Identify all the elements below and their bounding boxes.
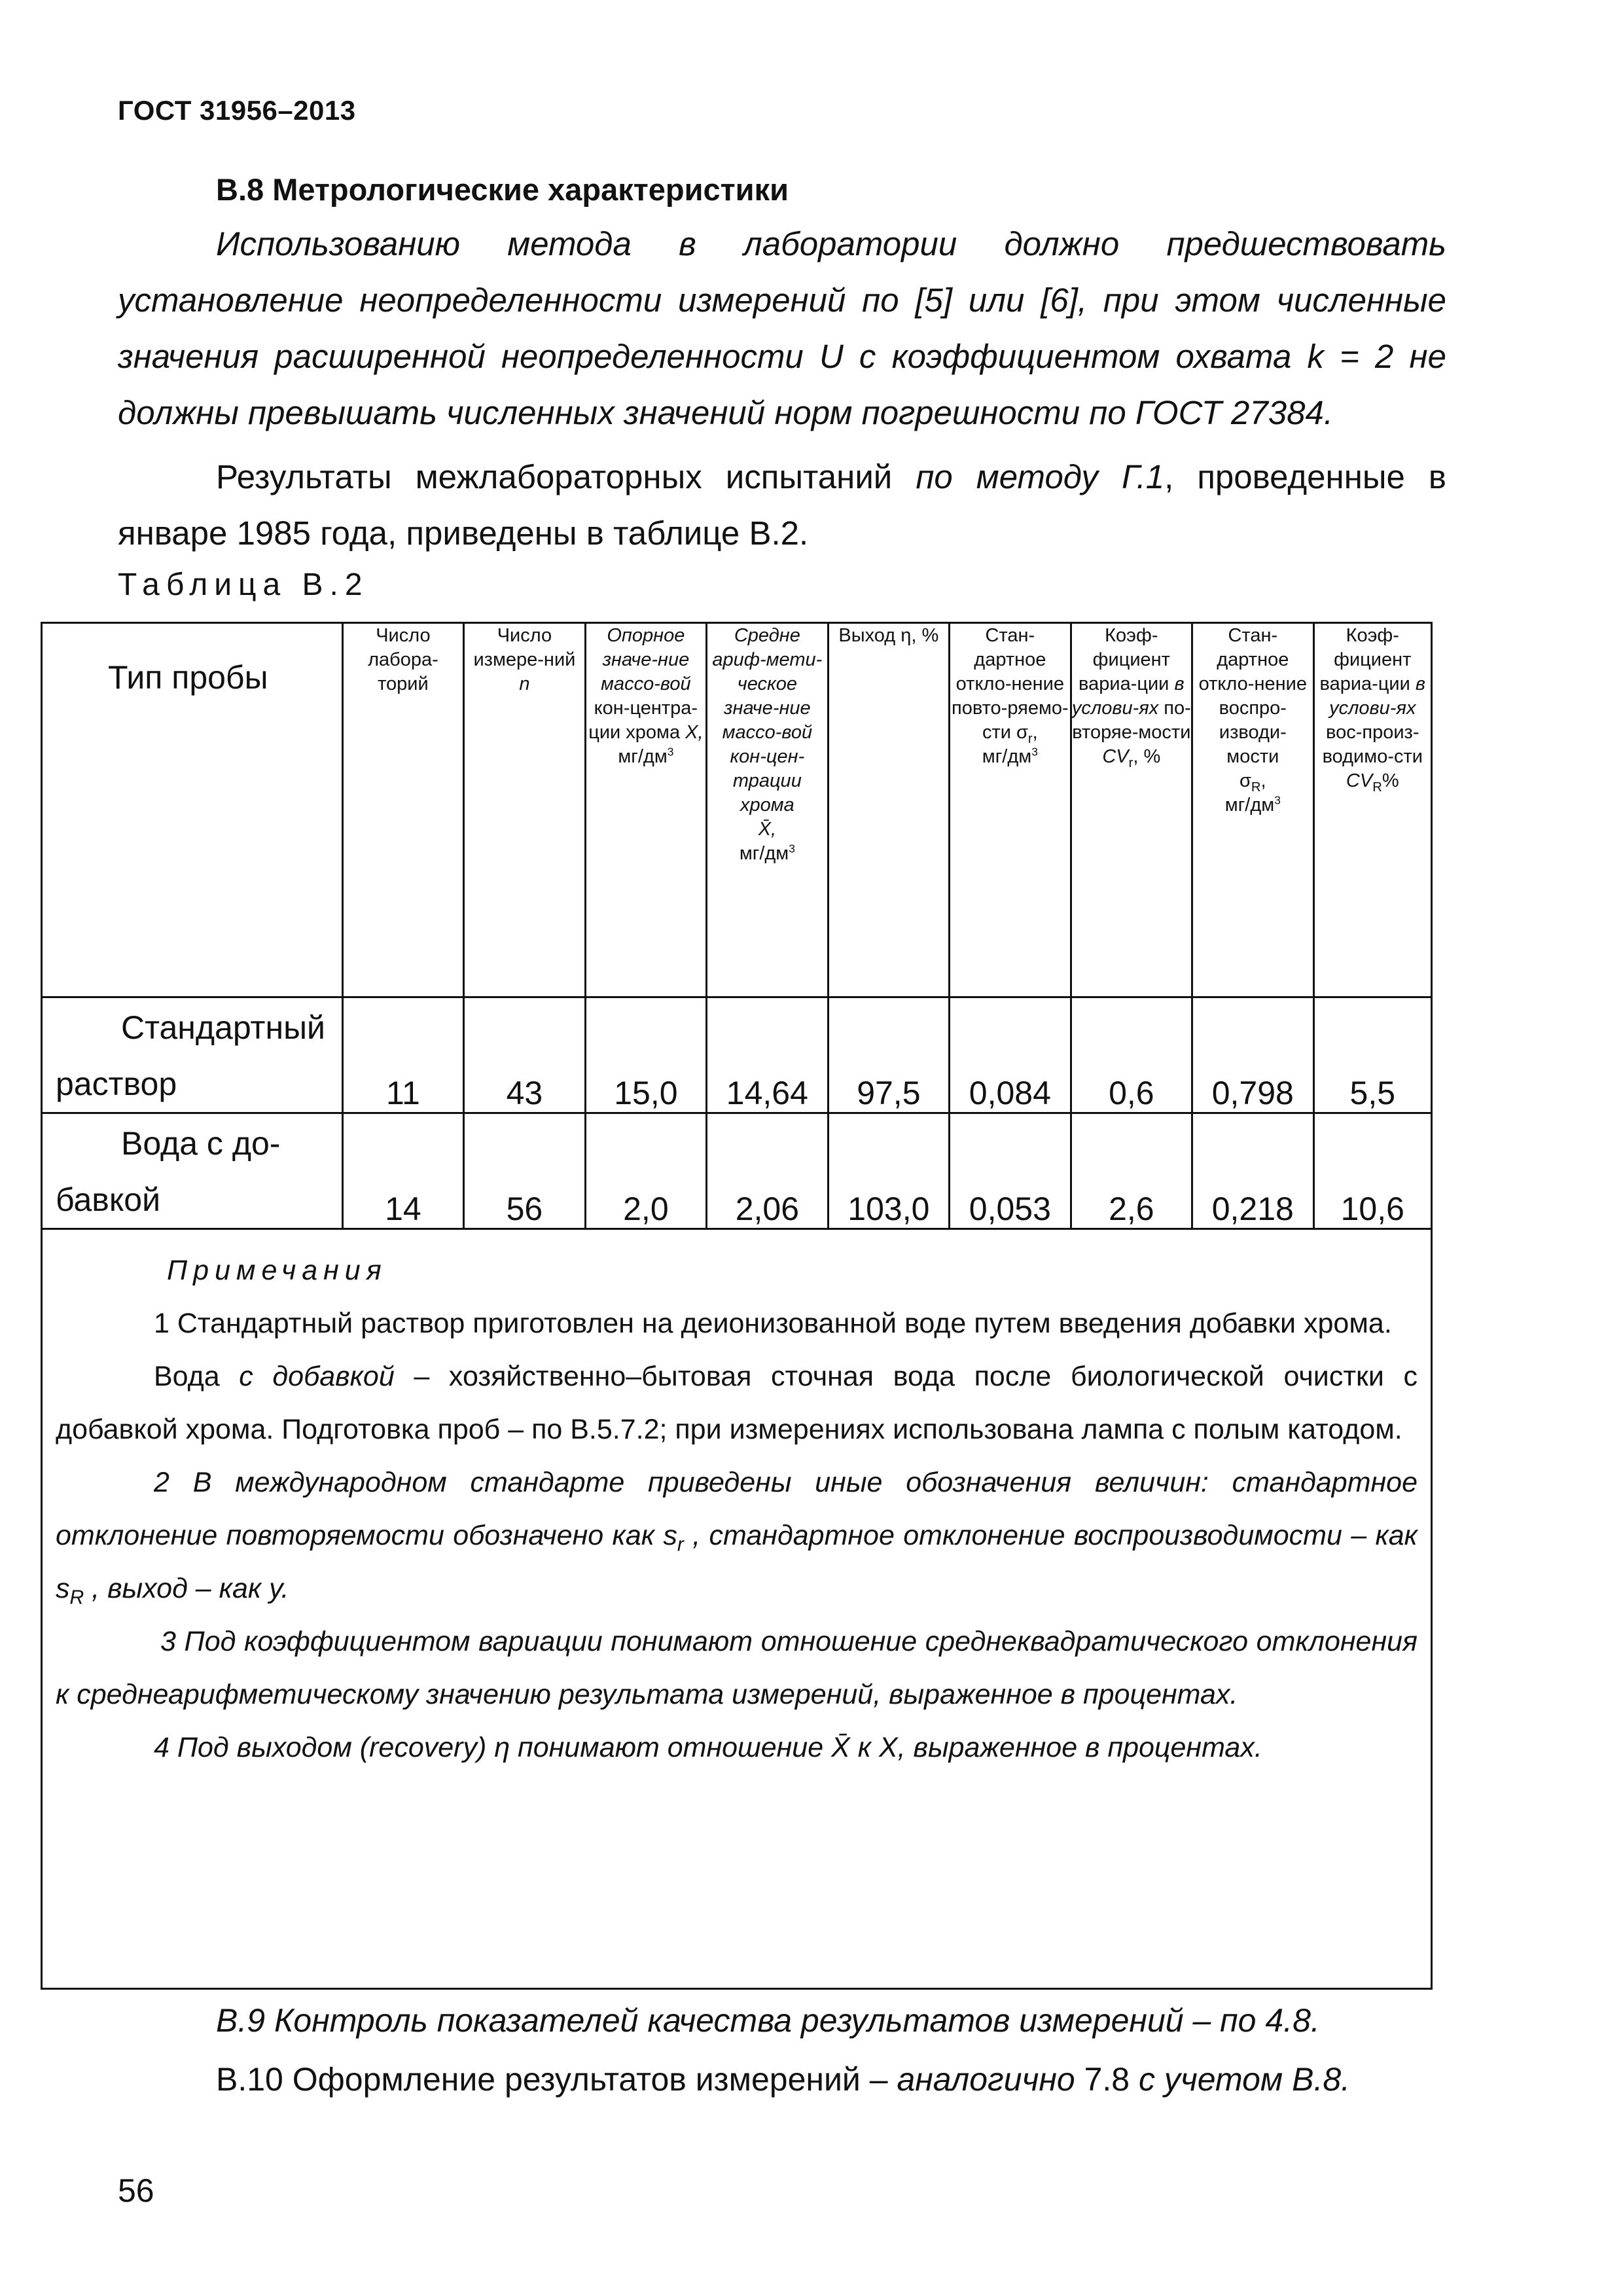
note-1: 1 Стандартный раствор приготовлен на деионизованной воде путем введения добавки хрома. <box>154 1308 1392 1339</box>
paragraph-results-part1: Результаты межлабораторных испытаний <box>216 458 916 495</box>
paragraph-results-method: по методу Г.1 <box>916 458 1165 495</box>
header-sample-type: Тип пробы <box>42 623 343 997</box>
note-2-sr: s <box>663 1520 677 1551</box>
note-4-x: X̄ <box>831 1732 850 1763</box>
header-cvr-b: в услови-ях <box>1071 673 1185 719</box>
header-cvR-unit: % <box>1382 770 1399 791</box>
header-cvR-a: Коэф-фициент вариа-ции <box>1319 625 1416 694</box>
notes-block <box>43 1230 1431 1774</box>
header-cvr-sub: r <box>1128 755 1133 770</box>
note-2-a: 2 В международном стандарте приведены иные обозначения величин: стандартное отклонение повторяемости обозначено как <box>56 1467 1418 1551</box>
header-cvR-symbol: CV <box>1346 770 1373 791</box>
cell-yield: 97,5 <box>828 997 949 1113</box>
table-row <box>42 997 1432 1113</box>
table-caption: Таблица В.2 <box>118 567 369 602</box>
header-ref-italic: Опорное значе-ние массо-вой <box>601 625 691 694</box>
note-2-c: , выход – как y. <box>84 1573 289 1604</box>
header-sR-unit: мг/дм <box>1224 795 1275 816</box>
header-ref-text: кон-центра-ции хрома <box>588 698 698 743</box>
cell-labs: 14 <box>342 1113 463 1229</box>
header-mean-unit: мг/дм <box>739 843 789 864</box>
note-1b-c: – хозяйственно–бытовая сточная вода после биологической очистки с добавкой хрома. Подготовка проб – по В.5.7.2; при измерениях использована лампа с полым катодом. <box>56 1361 1418 1445</box>
cell-sr: 0,084 <box>950 997 1071 1113</box>
header-ref-symbol: X, <box>685 722 704 743</box>
header-mean-value <box>707 623 828 997</box>
header-reproducibility-cv <box>1313 623 1431 997</box>
header-sR-symbol: σ <box>1239 770 1251 791</box>
note-2-sr-sub: r <box>677 1534 684 1556</box>
header-repeatability-sd: Стан-дартное откло-нение повто-ряемо-сти $\sigma_r$, $мг/дм^3$ <box>950 623 1071 997</box>
header-sR-sub: R <box>1251 780 1261 795</box>
section-title: В.8 Метрологические характеристики <box>216 172 789 207</box>
cell-cvr: 0,6 <box>1071 997 1192 1113</box>
paragraph-methodology: Использованию метода в лаборатории должно предшествовать установление неопределенности измерений по [5] или [6], при этом численные значения расширенной неопределенности U с коэффициентом охвата k = 2 не должны превышать численных значений норм погрешности по ГОСТ 27384. <box>118 225 1446 431</box>
header-sr-symbol: σ <box>1016 722 1028 743</box>
paragraph-results-format <box>216 2060 1350 2098</box>
row-name-cell <box>42 1113 343 1229</box>
paragraph-results-format-part4: с учетом В.8. <box>1139 2061 1351 2098</box>
table-header-row <box>42 623 1432 997</box>
cell-ref: 15,0 <box>585 997 706 1113</box>
note-2-b: , стандартное отклонение воспроизводимости – как <box>683 1520 1418 1551</box>
paragraph-quality-control: В.9 Контроль показателей качества результатов измерений – по 4.8. <box>216 2002 1320 2039</box>
notes-cell <box>42 1229 1432 1989</box>
header-reproducibility-sd: Стан-дартное откло-нение воспро-изводи-мости $\sigma_R$, $мг/дм^3$ <box>1192 623 1313 997</box>
header-ref-unit: мг/дм <box>618 746 668 767</box>
note-2-sR-sub: R <box>69 1587 84 1609</box>
header-cvR-b: в услови-ях <box>1329 673 1426 719</box>
header-reference-value <box>585 623 706 997</box>
header-cvr-unit: , % <box>1133 746 1161 767</box>
cell-sr: 0,053 <box>950 1113 1071 1229</box>
header-cvr-c: по-вторяе-мости <box>1072 698 1191 743</box>
paragraph-results-format-part2: аналогично <box>897 2061 1075 2098</box>
header-sr-sub: r <box>1027 731 1033 746</box>
note-1b <box>56 1350 1418 1456</box>
header-measurements-text: Число измере-ний <box>473 625 576 670</box>
cell-ref: 2,0 <box>585 1113 706 1229</box>
header-cvr-a: Коэф-фициент вариа-ции <box>1079 625 1175 694</box>
cell-yield: 103,0 <box>828 1113 949 1229</box>
header-sR-exp: 3 <box>1274 793 1281 807</box>
note-1b-b: с добавкой <box>239 1361 395 1392</box>
cell-mean: 14,64 <box>707 997 828 1113</box>
header-labs: Число лабора-торий <box>342 623 463 997</box>
page-number: 56 <box>118 2172 154 2209</box>
table-notes-row <box>42 1229 1432 1989</box>
cell-cvr: 2,6 <box>1071 1113 1192 1229</box>
paragraph-results-part3: , проведенные в январе 1985 года, приведены в таблице В.2. <box>118 458 1447 552</box>
header-sr-unit: мг/дм <box>982 746 1032 767</box>
cell-cvR: 10,6 <box>1313 1113 1431 1229</box>
cell-labs: 11 <box>342 997 463 1113</box>
note-3: 3 Под коэффициентом вариации понимают отношение среднеквадратического отклонения к среднеарифметическому значению результата измерений, выраженное в процентах. <box>56 1626 1418 1710</box>
cell-mean: 2,06 <box>707 1113 828 1229</box>
cell-sR: 0,798 <box>1192 997 1313 1113</box>
header-cvr-symbol: CV <box>1102 746 1129 767</box>
header-measurements <box>464 623 585 997</box>
header-mean-exp: 3 <box>789 842 795 855</box>
paragraph-results-format-part3: 7.8 <box>1075 2061 1139 2098</box>
paragraph-results <box>118 449 1446 562</box>
paragraph-results-format-part1: В.10 Оформление результатов измерений – <box>216 2061 897 2098</box>
table-row <box>42 1113 1432 1229</box>
header-sr-exp: 3 <box>1031 745 1038 759</box>
header-mean-text: Средне ариф-мети-ческое значе-ние массо-вой кон-цен-трации хрома <box>712 625 823 816</box>
note-1b-a: Вода <box>154 1361 240 1392</box>
header-sr-text: Стан-дартное откло-нение повто-ряемо-сти <box>951 625 1069 743</box>
cell-n: 56 <box>464 1113 585 1229</box>
row-name-line1: Вода с до- <box>121 1125 281 1162</box>
note-2-sR: s <box>56 1573 70 1604</box>
cell-n: 43 <box>464 997 585 1113</box>
note-4 <box>56 1721 1418 1774</box>
header-repeatability-cv <box>1071 623 1192 997</box>
header-cvR-c: вос-произ-водимо-сти <box>1322 722 1423 767</box>
note-4-a: 4 Под выходом (recovery) η понимают отношение <box>154 1732 832 1763</box>
note-4-b: к X, выраженное в процентах. <box>849 1732 1262 1763</box>
note-2 <box>56 1456 1418 1615</box>
document-code: ГОСТ 31956–2013 <box>118 95 356 126</box>
header-cvR-sub: R <box>1372 780 1382 795</box>
cell-sR: 0,218 <box>1192 1113 1313 1229</box>
notes-heading: Примечания <box>167 1255 387 1286</box>
header-mean-symbol: X̄, <box>758 819 777 840</box>
row-name-cell <box>42 997 343 1113</box>
header-sR-text: Стан-дартное откло-нение воспро-изводи-мости <box>1198 625 1307 767</box>
row-name-line1: Стандартный <box>121 1009 325 1046</box>
cell-cvR: 5,5 <box>1313 997 1431 1113</box>
header-yield: Выход η, % <box>828 623 949 997</box>
metrology-table <box>41 622 1433 1990</box>
header-measurements-symbol: n <box>519 673 530 694</box>
header-ref-exp: 3 <box>667 745 674 759</box>
row-name-line2: бавкой <box>56 1181 161 1218</box>
row-name-line2: раствор <box>56 1066 177 1102</box>
